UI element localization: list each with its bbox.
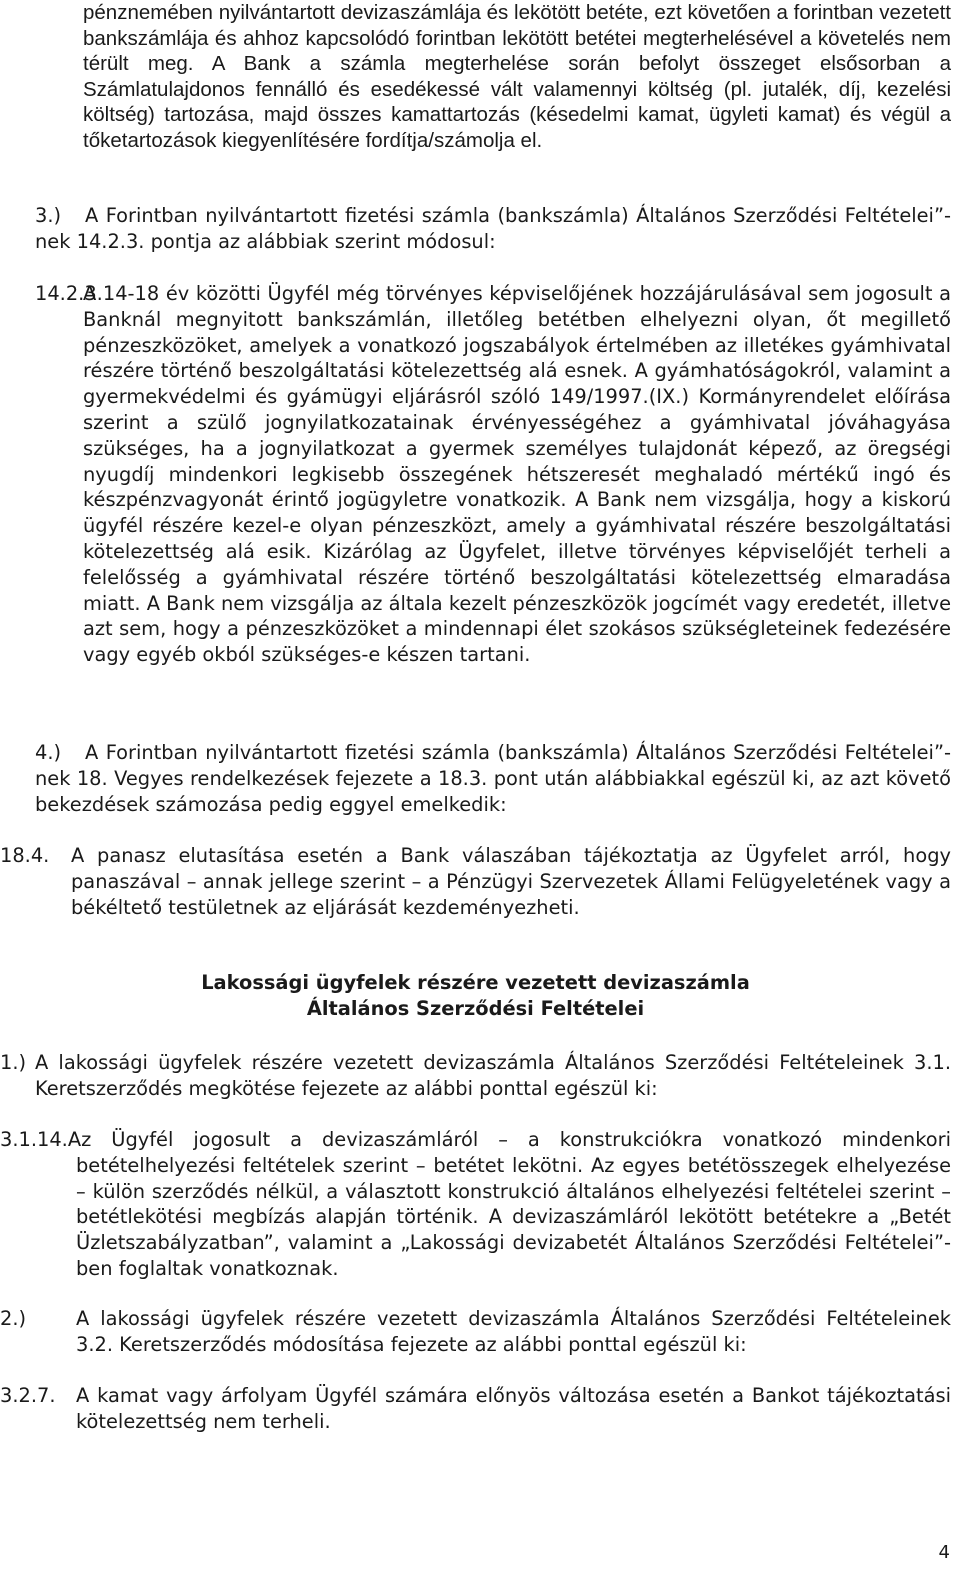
devizaszamla-item-1-text: A lakossági ügyfelek részére vezetett devizaszámla Általános Szerződési Feltételeinek 3.1. Keretszerződés megkötése fejezete az alábbi ponttal egészül ki: xyxy=(35,1051,951,1100)
clause-3-2-7-number: 3.2.7. xyxy=(0,1384,56,1407)
section-title-line-1: Lakossági ügyfelek részére vezetett devizaszámla xyxy=(201,971,750,994)
devizaszamla-item-1 xyxy=(0,1050,951,1102)
item-3 xyxy=(35,203,951,255)
clause-18-4 xyxy=(0,843,951,920)
item-3-text: A Forintban nyilvántartott fizetési számla (bankszámla) Általános Szerződési Feltételei”-nek 14.2.3. pontja az alábbiak szerint módosul: xyxy=(35,204,951,253)
intro-paragraph: pénznemében nyilvántartott devizaszámlája és lekötött betéte, ezt követően a forintban vezetett bankszámlája és ahhoz kapcsolódó forintban lekötött betétei megterhelésével a követelés nem térült meg. A Bank a számla megterhelése során befolyt összeget elsősorban a Számlatulajdonos fennálló és esedékessé vált valamennyi költség (pl. jutalék, díj, kezelési költség) tartozása, majd összes kamattartozás (késedelmi kamat, ügyleti kamat) és végül a tőketartozások kiegyenlítésére fordítja/számolja el. xyxy=(83,1,951,152)
devizaszamla-item-2-text: A lakossági ügyfelek részére vezetett devizaszámla Általános Szerződési Feltételeinek 3.2. Keretszerződés módosítása fejezete az alábbi ponttal egészül ki: xyxy=(76,1307,951,1356)
devizaszamla-item-2 xyxy=(0,1306,951,1358)
item-4-number: 4.) xyxy=(35,741,62,764)
item-3-number: 3.) xyxy=(35,204,62,227)
item-4 xyxy=(35,740,951,817)
section-title xyxy=(0,970,951,1022)
devizaszamla-item-2-number: 2.) xyxy=(0,1307,27,1330)
page-number: 4 xyxy=(938,1542,950,1564)
clause-14-2-3 xyxy=(35,281,951,668)
clause-14-2-3-number: 14.2.3. xyxy=(35,282,103,305)
clause-3-2-7 xyxy=(0,1383,951,1435)
clause-18-4-text: A panasz elutasítása esetén a Bank válaszában tájékoztatja az Ügyfelet arról, hogy panaszával – annak jellege szerint – a Pénzügyi Szervezetek Állami Felügyeletének vagy a békéltető testületnek az eljárását kezdeményezheti. xyxy=(71,844,951,919)
clause-3-2-7-text: A kamat vagy árfolyam Ügyfél számára előnyös változása esetén a Bankot tájékoztatási kötelezettség nem terheli. xyxy=(76,1384,951,1433)
section-title-line-2: Általános Szerződési Feltételei xyxy=(306,996,645,1020)
clause-18-4-number: 18.4. xyxy=(0,844,50,867)
item-4-text: A Forintban nyilvántartott fizetési számla (bankszámla) Általános Szerződési Feltételei”-nek 18. Vegyes rendelkezések fejezete a 18.3. pont után alábbiakkal egészül ki, az azt követő bekezdések számozása pedig eggyel emelkedik: xyxy=(35,741,951,816)
clause-14-2-3-text: A 14-18 év közötti Ügyfél még törvényes képviselőjének hozzájárulásával sem jogosult a Banknál megnyitott bankszámlán, illetőleg betétben elhelyezni olyan, őt megillető pénzeszközöket, amelyek a vonatkozó jogszabályok értelmében az illetékes gyámhivatal részére történő beszolgáltatási kötelezettség alá esnek. A gyámhatóságokról, valamint a gyermekvédelmi és gyámügyi eljárásról szóló 149/1997.(IX.) Kormányrendelet előírása szerint a szülő jognyilatkozatainak érvényességéhez a gyámhivatal jóváhagyása szükséges, ha a jognyilatkozat a gyermek személyes tulajdonát képező, az öregségi nyugdíj mindenkori legkisebb összegének hétszeresét meghaladó mértékű ingó és készpénzvagyonát érintő jogügyletre vonatkozik. A Bank nem vizsgálja, hogy a kiskorú ügyfél részére kezel-e olyan pénzeszközt, amely a gyámhivatal részére beszolgáltatási kötelezettség alá esik. Kizárólag az Ügyfelet, illetve törvényes képviselőjét terheli a felelősség a gyámhivatal részére történő beszolgáltatási kötelezettség elmaradása miatt. A Bank nem vizsgálja az általa kezelt pénzeszközök jogcímét vagy eredetét, illetve azt sem, hogy a pénzeszközöket a mindennapi élet szokásos szükségleteinek fedezésére vagy egyéb okból szükséges-e készen tartani. xyxy=(83,282,952,667)
clause-3-1-14-body: Az Ügyfél jogosult a devizaszámláról – a konstrukciókra vonatkozó mindenkori betételhelyezési feltételek szerint – betétet lekötni. Az egyes betétösszegek elhelyezése – külön szerződés nélkül, a választott konstrukció általános elhelyezési feltételei szerint – betétlekötési megbízás alapján történik. A devizaszámláról lekötött betétekre a „Betét Üzletszabályzatban”, valamint a „Lakossági devizabetét Általános Szerződési Feltételei”-ben foglaltak vonatkoznak. xyxy=(67,1128,951,1280)
clause-3-1-14-text xyxy=(0,1127,951,1282)
devizaszamla-item-1-number: 1.) xyxy=(0,1051,27,1074)
clause-3-1-14-number: 3.1.14. xyxy=(0,1128,68,1151)
clause-3-1-14 xyxy=(0,1127,951,1282)
